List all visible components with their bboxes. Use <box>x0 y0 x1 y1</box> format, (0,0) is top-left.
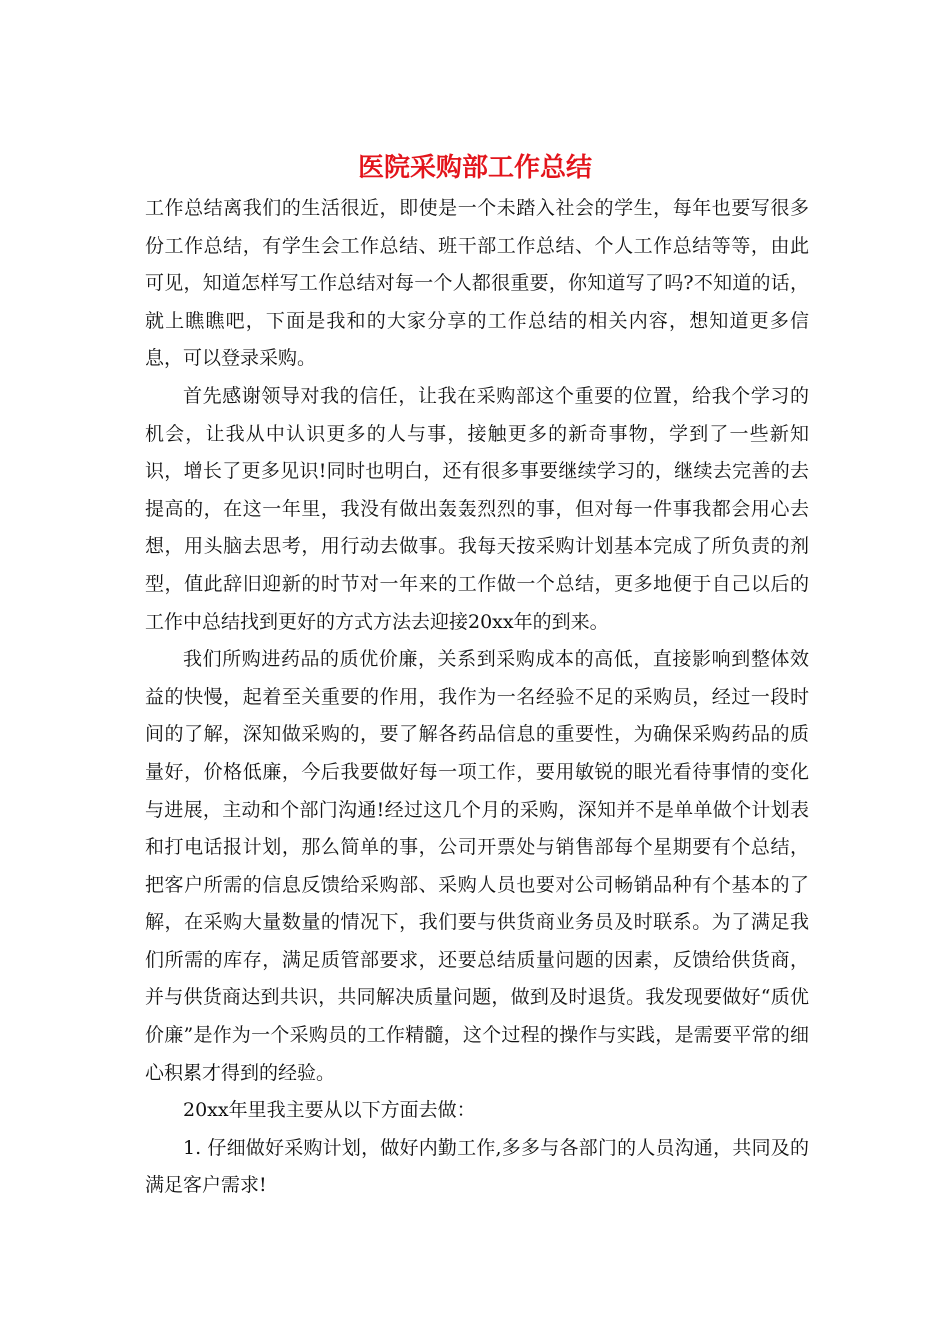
paragraph-intro: 工作总结离我们的生活很近，即使是一个未踏入社会的学生，每年也要写很多份工作总结，有学生会工作总结、班干部工作总结、个人工作总结等等，由此可见，知道怎样写工作总结对每一个人都很重要，你知道写了吗?不知道的话，就上瞧瞧吧，下面是我和的大家分享的工作总结的相关内容，想知道更多信息，可以登录采购。 <box>145 197 809 370</box>
paragraph-plan-heading: 20xx年里我主要从以下方面去做： <box>183 1099 476 1122</box>
document-body <box>145 190 809 1205</box>
paragraph-thanks: 首先感谢领导对我的信任，让我在采购部这个重要的位置，给我个学习的机会，让我从中认识更多的人与事，接触更多的新奇事物，学到了一些新知识，增长了更多见识!同时也明白，还有很多事要继续学习的，继续去完善的去提高的，在这一年里，我没有做出轰轰烈烈的事，但对每一件事我都会用心去想，用头脑去思考，用行动去做事。我每天按采购计划基本完成了所负责的剂型，值此辞旧迎新的时节对一年来的工作做一个总结，更多地便于自己以后的工作中总结找到更好的方式方法去迎接20xx年的到来。 <box>145 384 809 633</box>
document-title: 医院采购部工作总结 <box>357 153 592 183</box>
paragraph-procurement: 我们所购进药品的质优价廉，关系到采购成本的高低，直接影响到整体效益的快慢，起着至关重要的作用，我作为一名经验不足的采购员，经过一段时间的了解，深知做采购的，要了解各药品信息的重要性，为确保采购药品的质量好，价格低廉，今后我要做好每一项工作，要用敏锐的眼光看待事情的变化与进展，主动和个部门沟通!经过这几个月的采购，深知并不是单单做个计划表和打电话报计划，那么简单的事，公司开票处与销售部每个星期要有个总结，把客户所需的信息反馈给采购部、采购人员也要对公司畅销品种有个基本的了解，在采购大量数量的情况下，我们要与供货商业务员及时联系。为了满足我们所需的库存，满足质管部要求，还要总结质量问题的因素，反馈给供货商，并与供货商达到共识，共同解决质量问题，做到及时退货。我发现要做好“质优价廉”是作为一个采购员的工作精髓，这个过程的操作与实践，是需要平常的细心积累才得到的经验。 <box>145 648 809 1084</box>
paragraph-plan-item-1: 1. 仔细做好采购计划，做好内勤工作,多多与各部门的人员沟通，共同及的满足客户需求! <box>145 1136 809 1197</box>
